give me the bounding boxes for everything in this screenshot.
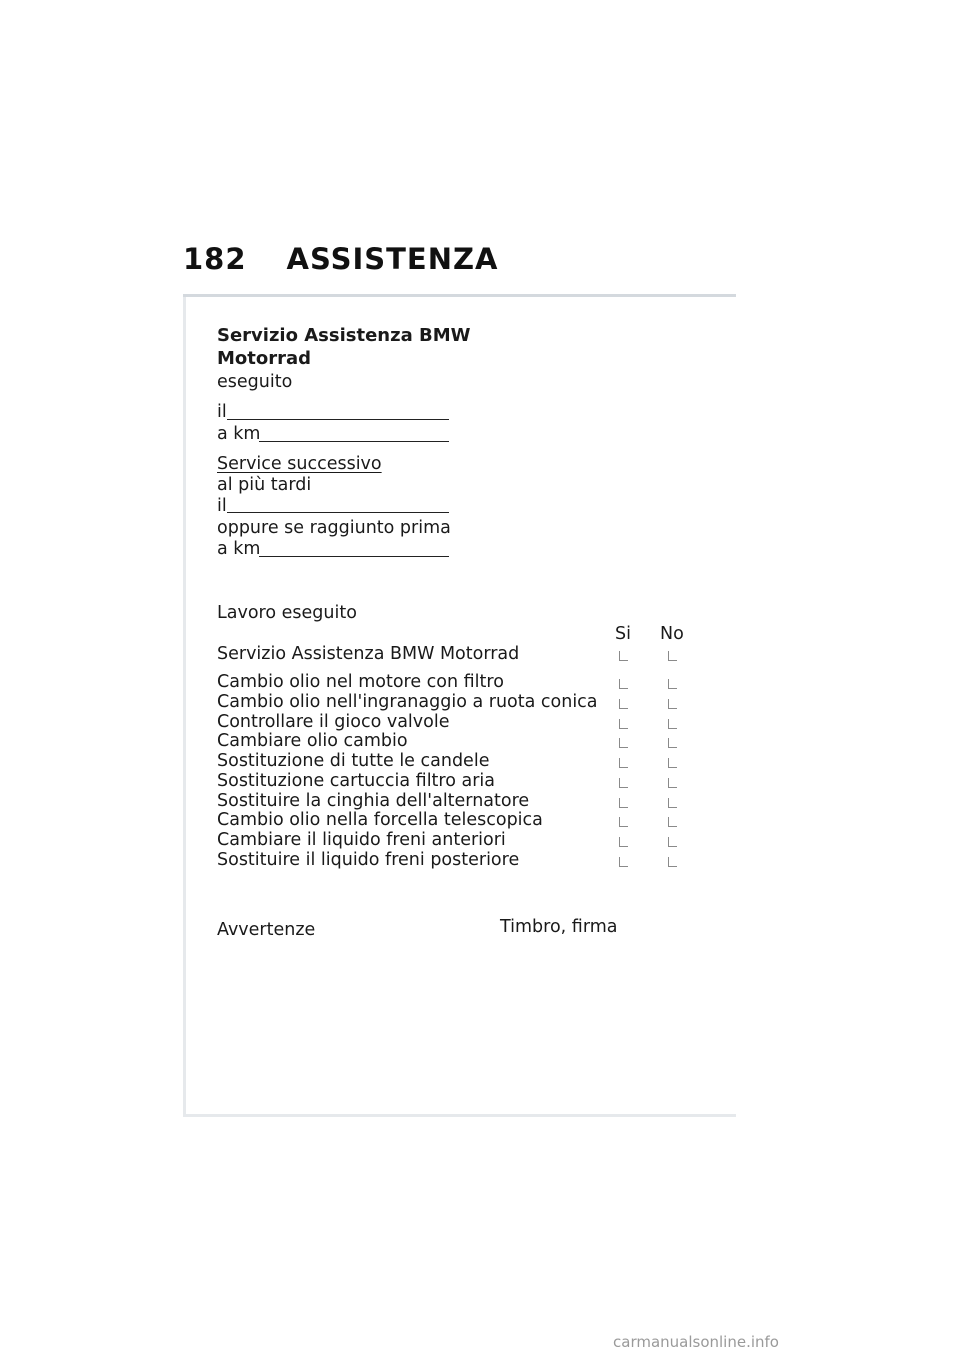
task-item: Sostituire il liquido freni posteriore [217, 849, 520, 870]
checkbox-no[interactable] [668, 798, 677, 808]
next-service-latest: al più tardi [217, 475, 312, 495]
next-service-block [217, 453, 457, 561]
checkbox-no[interactable] [668, 817, 677, 827]
service-performed-block [217, 324, 470, 446]
stamp-label: Timbro, firma [500, 917, 618, 937]
checkbox-no[interactable] [668, 758, 677, 768]
service-km-row [217, 424, 457, 446]
task-item: Sostituzione cartuccia filtro aria [217, 770, 496, 791]
notes-label: Avvertenze [217, 920, 316, 940]
next-service-date-field[interactable] [227, 512, 449, 513]
service-date-row [217, 402, 457, 424]
task-item: Cambio olio nella forcella telescopica [217, 810, 543, 831]
next-service-or-reached: oppure se raggiunto prima [217, 518, 451, 538]
service-km-label: a km [217, 424, 261, 444]
service-date-label: il [217, 402, 227, 422]
task-item: Cambiare olio cambio [217, 731, 408, 752]
page-header [183, 242, 498, 276]
service-title-line2: Motorrad [217, 348, 312, 369]
service-km-field[interactable] [259, 441, 449, 442]
col-no-header: No [660, 624, 684, 644]
next-service-date-label: il [217, 496, 227, 516]
checkbox-yes[interactable] [619, 778, 628, 788]
service-done-label: eseguito [217, 372, 293, 392]
task-item: Cambio olio nel motore con filtro [217, 672, 504, 692]
task-item: Controllare il gioco valvole [217, 711, 450, 732]
checkbox-no[interactable] [668, 719, 677, 729]
section-title: ASSISTENZA [286, 242, 499, 276]
header-rule [183, 294, 736, 297]
service-date-field[interactable] [227, 419, 449, 420]
checkbox-yes[interactable] [619, 679, 628, 689]
next-service-km-row [217, 539, 457, 561]
checkbox-yes[interactable] [619, 651, 628, 661]
left-border [183, 297, 186, 1117]
watermark-text: carmanualsonline.info [613, 1333, 779, 1351]
page-number: 182 [183, 242, 247, 276]
checkbox-yes[interactable] [619, 837, 628, 847]
next-service-km-field[interactable] [259, 556, 449, 557]
checkbox-no[interactable] [668, 857, 677, 867]
checkbox-yes[interactable] [619, 699, 628, 709]
bottom-rule [183, 1114, 736, 1117]
task-item: Cambiare il liquido freni anteriori [217, 830, 506, 850]
task-item: Cambio olio nell'ingranaggio a ruota conica [217, 691, 598, 712]
task-item: Servizio Assistenza BMW Motorrad [217, 644, 520, 664]
checkbox-no[interactable] [668, 651, 677, 661]
next-service-km-label: a km [217, 539, 261, 559]
checkbox-no[interactable] [668, 679, 677, 689]
next-service-date-row [217, 496, 457, 517]
checkbox-no[interactable] [668, 778, 677, 788]
next-service-title: Service successivo [217, 454, 382, 474]
checkbox-yes[interactable] [619, 817, 628, 827]
checkbox-no[interactable] [668, 738, 677, 748]
task-item: Sostituzione di tutte le candele [217, 751, 490, 771]
checkbox-yes[interactable] [619, 758, 628, 768]
checkbox-yes[interactable] [619, 798, 628, 808]
checkbox-yes[interactable] [619, 857, 628, 867]
checkbox-no[interactable] [668, 837, 677, 847]
checkbox-yes[interactable] [619, 719, 628, 729]
service-title-line1: Servizio Assistenza BMW [217, 325, 471, 346]
checkbox-no[interactable] [668, 699, 677, 709]
work-title: Lavoro eseguito [217, 603, 357, 623]
checkbox-yes[interactable] [619, 738, 628, 748]
task-item: Sostituire la cinghia dell'alternatore [217, 790, 530, 811]
col-yes-header: Si [615, 624, 631, 644]
